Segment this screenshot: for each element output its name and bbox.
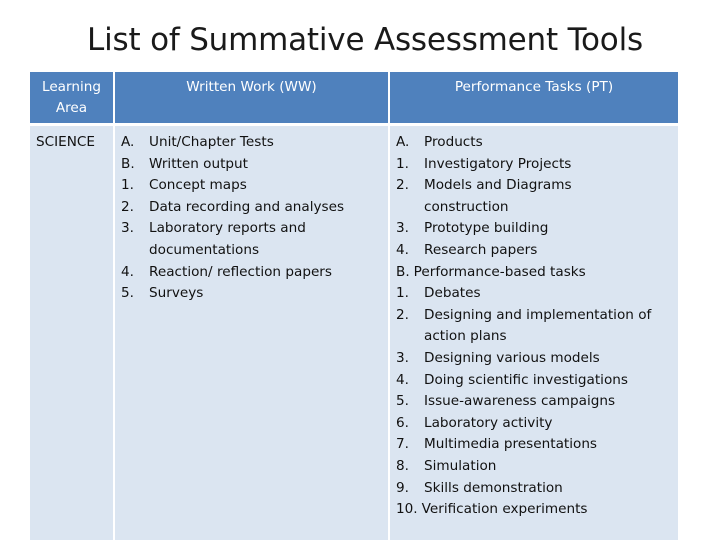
list-item	[121, 218, 382, 240]
column-header-learning-area: Learning Area	[30, 72, 114, 125]
list-item-number: 6.	[396, 414, 409, 431]
list-item-number: 5.	[396, 393, 409, 410]
page-title: List of Summative Assessment Tools	[87, 22, 643, 58]
list-item-number: 9.	[396, 479, 409, 496]
list-item-continuation: action plans	[424, 328, 507, 345]
assessment-table	[30, 72, 678, 540]
list-item-number: 3.	[396, 220, 409, 237]
list-item	[396, 154, 672, 176]
performance-tasks-cell	[389, 125, 678, 540]
list-item-number: 1.	[396, 155, 409, 172]
list-item-text: Debates	[424, 285, 481, 302]
list-item-number: B.	[121, 155, 135, 172]
list-item-number: A.	[396, 134, 410, 150]
list-item-text: Research papers	[424, 241, 538, 258]
list-item	[396, 478, 672, 500]
written-work-list	[121, 132, 382, 305]
table-header-row	[30, 72, 678, 125]
list-item-number: 5.	[121, 285, 134, 302]
list-item-text: Products	[424, 134, 483, 150]
list-item	[396, 499, 672, 521]
list-item-number: 3.	[396, 349, 409, 366]
list-item-text: Performance-based tasks	[413, 263, 586, 280]
list-item-number: 2.	[396, 177, 409, 194]
list-item	[121, 175, 382, 197]
list-item-number: 4.	[121, 263, 134, 280]
column-header-performance-tasks: Performance Tasks (PT)	[389, 72, 678, 125]
learning-area-cell: SCIENCE	[30, 125, 114, 540]
list-item-number: 1.	[396, 285, 409, 302]
list-item-text: Models and Diagrams	[424, 177, 572, 194]
list-item-number: 4.	[396, 241, 409, 258]
list-item	[121, 154, 382, 176]
list-item-text: Laboratory reports and	[149, 220, 306, 237]
list-item	[396, 262, 672, 284]
list-item-text: Simulation	[424, 457, 497, 474]
list-item-text: Written output	[149, 155, 248, 172]
list-item-number: A.	[121, 134, 135, 150]
list-item	[396, 175, 672, 197]
written-work-cell	[114, 125, 389, 540]
list-item-number: 2.	[396, 306, 409, 323]
list-item	[396, 434, 672, 456]
list-item-text: Verification experiments	[421, 501, 588, 518]
list-item-number: 8.	[396, 457, 409, 474]
list-item	[396, 218, 672, 240]
list-item-text: Multimedia presentations	[424, 436, 598, 453]
list-item	[396, 370, 672, 392]
list-item	[396, 413, 672, 435]
column-header-written-work: Written Work (WW)	[114, 72, 389, 125]
list-item	[121, 132, 382, 154]
list-item-number: 1.	[121, 177, 134, 194]
list-item-continuation: documentations	[149, 241, 260, 258]
list-item-number: 7.	[396, 436, 409, 453]
list-item	[396, 391, 672, 413]
list-item	[396, 305, 672, 327]
list-item	[121, 283, 382, 305]
list-item-text: Doing scientific investigations	[424, 371, 628, 388]
list-item-text: Reaction/ reflection papers	[149, 263, 332, 280]
list-item-text: Prototype building	[424, 220, 549, 237]
list-item	[396, 348, 672, 370]
performance-tasks-list	[396, 132, 672, 521]
list-item-text: Data recording and analyses	[149, 198, 345, 215]
list-item-text: Concept maps	[149, 177, 247, 194]
list-item-text: Designing various models	[424, 349, 600, 366]
list-item	[396, 132, 672, 154]
list-item-text: Surveys	[149, 285, 204, 302]
list-item-text: Laboratory activity	[424, 414, 553, 431]
table-row	[30, 125, 678, 540]
list-item-continuation: construction	[424, 198, 509, 215]
list-item-number: 10.	[396, 501, 418, 518]
list-item	[396, 456, 672, 478]
list-item-text: Skills demonstration	[424, 479, 563, 496]
list-item-number: 3.	[121, 220, 134, 237]
list-item	[121, 262, 382, 284]
list-item-text: Unit/Chapter Tests	[149, 134, 274, 150]
list-item	[121, 197, 382, 219]
list-item-number: 4.	[396, 371, 409, 388]
list-item	[396, 240, 672, 262]
list-item-number: 2.	[121, 198, 134, 215]
list-item-number: B.	[396, 263, 410, 280]
list-item-text: Investigatory Projects	[424, 155, 572, 172]
list-item-text: Designing and implementation of	[424, 306, 652, 323]
list-item	[396, 283, 672, 305]
list-item-text: Issue-awareness campaigns	[424, 393, 616, 410]
